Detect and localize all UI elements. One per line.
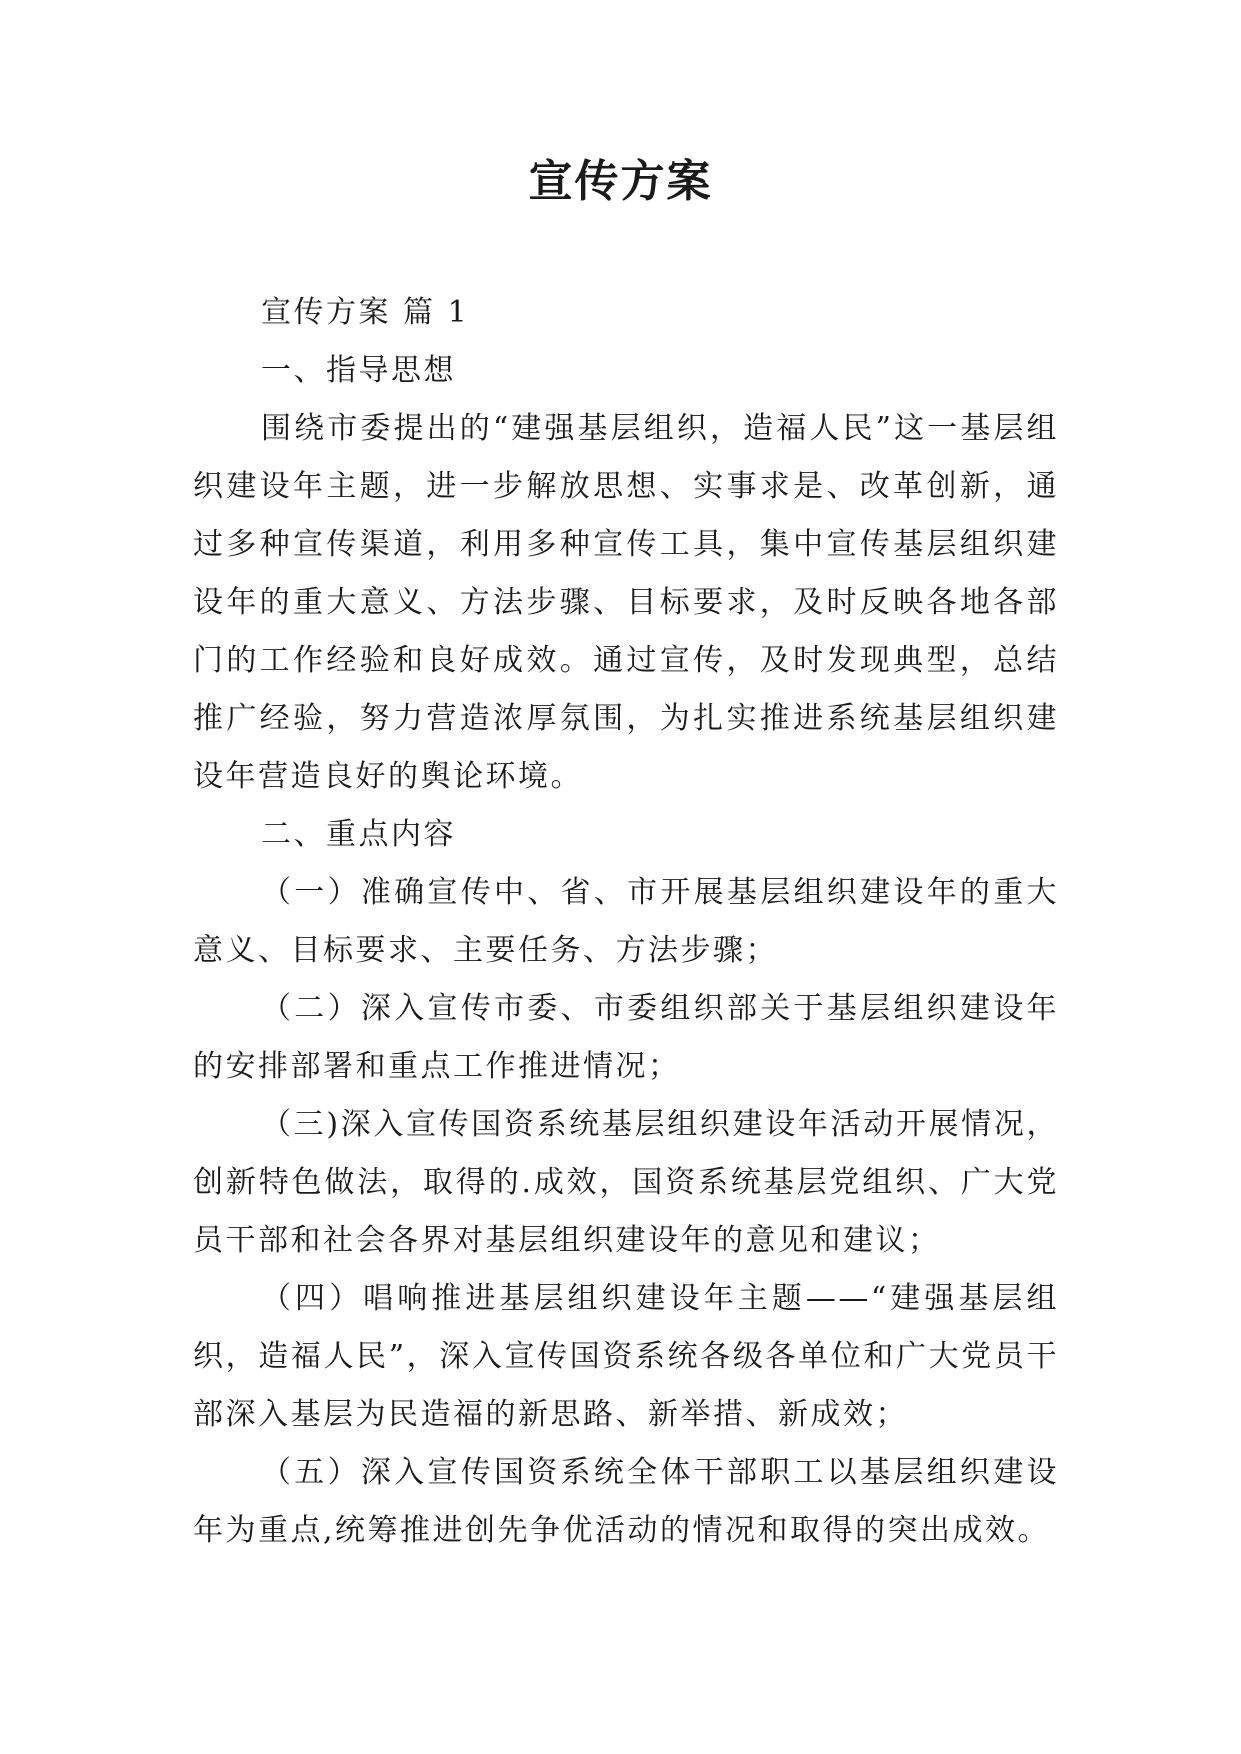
list-item: （四）唱响推进基层组织建设年主题——“建强基层组织，造福人民”，深入宣传国资系统各级各单位和广大党员干部深入基层为民造福的新思路、新举措、新成效； bbox=[193, 1281, 1059, 1432]
document-body bbox=[193, 284, 1059, 1560]
document-title: 宣传方案 bbox=[528, 156, 713, 207]
list-item: （三)深入宣传国资系统基层组织建设年活动开展情况，创新特色做法，取得的.成效，国资系统基层党组织、广大党员干部和社会各界对基层组织建设年的意见和建议； bbox=[193, 1107, 1059, 1258]
list-item: （五）深入宣传国资系统全体干部职工以基层组织建设年为重点,统筹推进创先争优活动的情况和取得的突出成效。 bbox=[193, 1455, 1059, 1548]
section-label: 宣传方案 篇 1 bbox=[261, 295, 470, 330]
heading-guiding-ideology: 一、指导思想 bbox=[261, 353, 456, 388]
paragraph-guiding-ideology: 围绕市委提出的“建强基层组织，造福人民”这一基层组织建设年主题，进一步解放思想、实事求是、改革创新，通过多种宣传渠道，利用多种宣传工具，集中宣传基层组织建设年的重大意义、方法步骤、目标要求，及时反映各地各部门的工作经验和良好成效。通过宣传，及时发现典型，总结推广经验，努力营造浓厚氛围，为扎实推进系统基层组织建设年营造良好的舆论环境。 bbox=[193, 411, 1059, 794]
list-item: （二）深入宣传市委、市委组织部关于基层组织建设年的安排部署和重点工作推进情况； bbox=[193, 991, 1059, 1084]
list-item: （一）准确宣传中、省、市开展基层组织建设年的重大意义、目标要求、主要任务、方法步骤； bbox=[193, 875, 1059, 968]
heading-key-content: 二、重点内容 bbox=[261, 817, 456, 852]
